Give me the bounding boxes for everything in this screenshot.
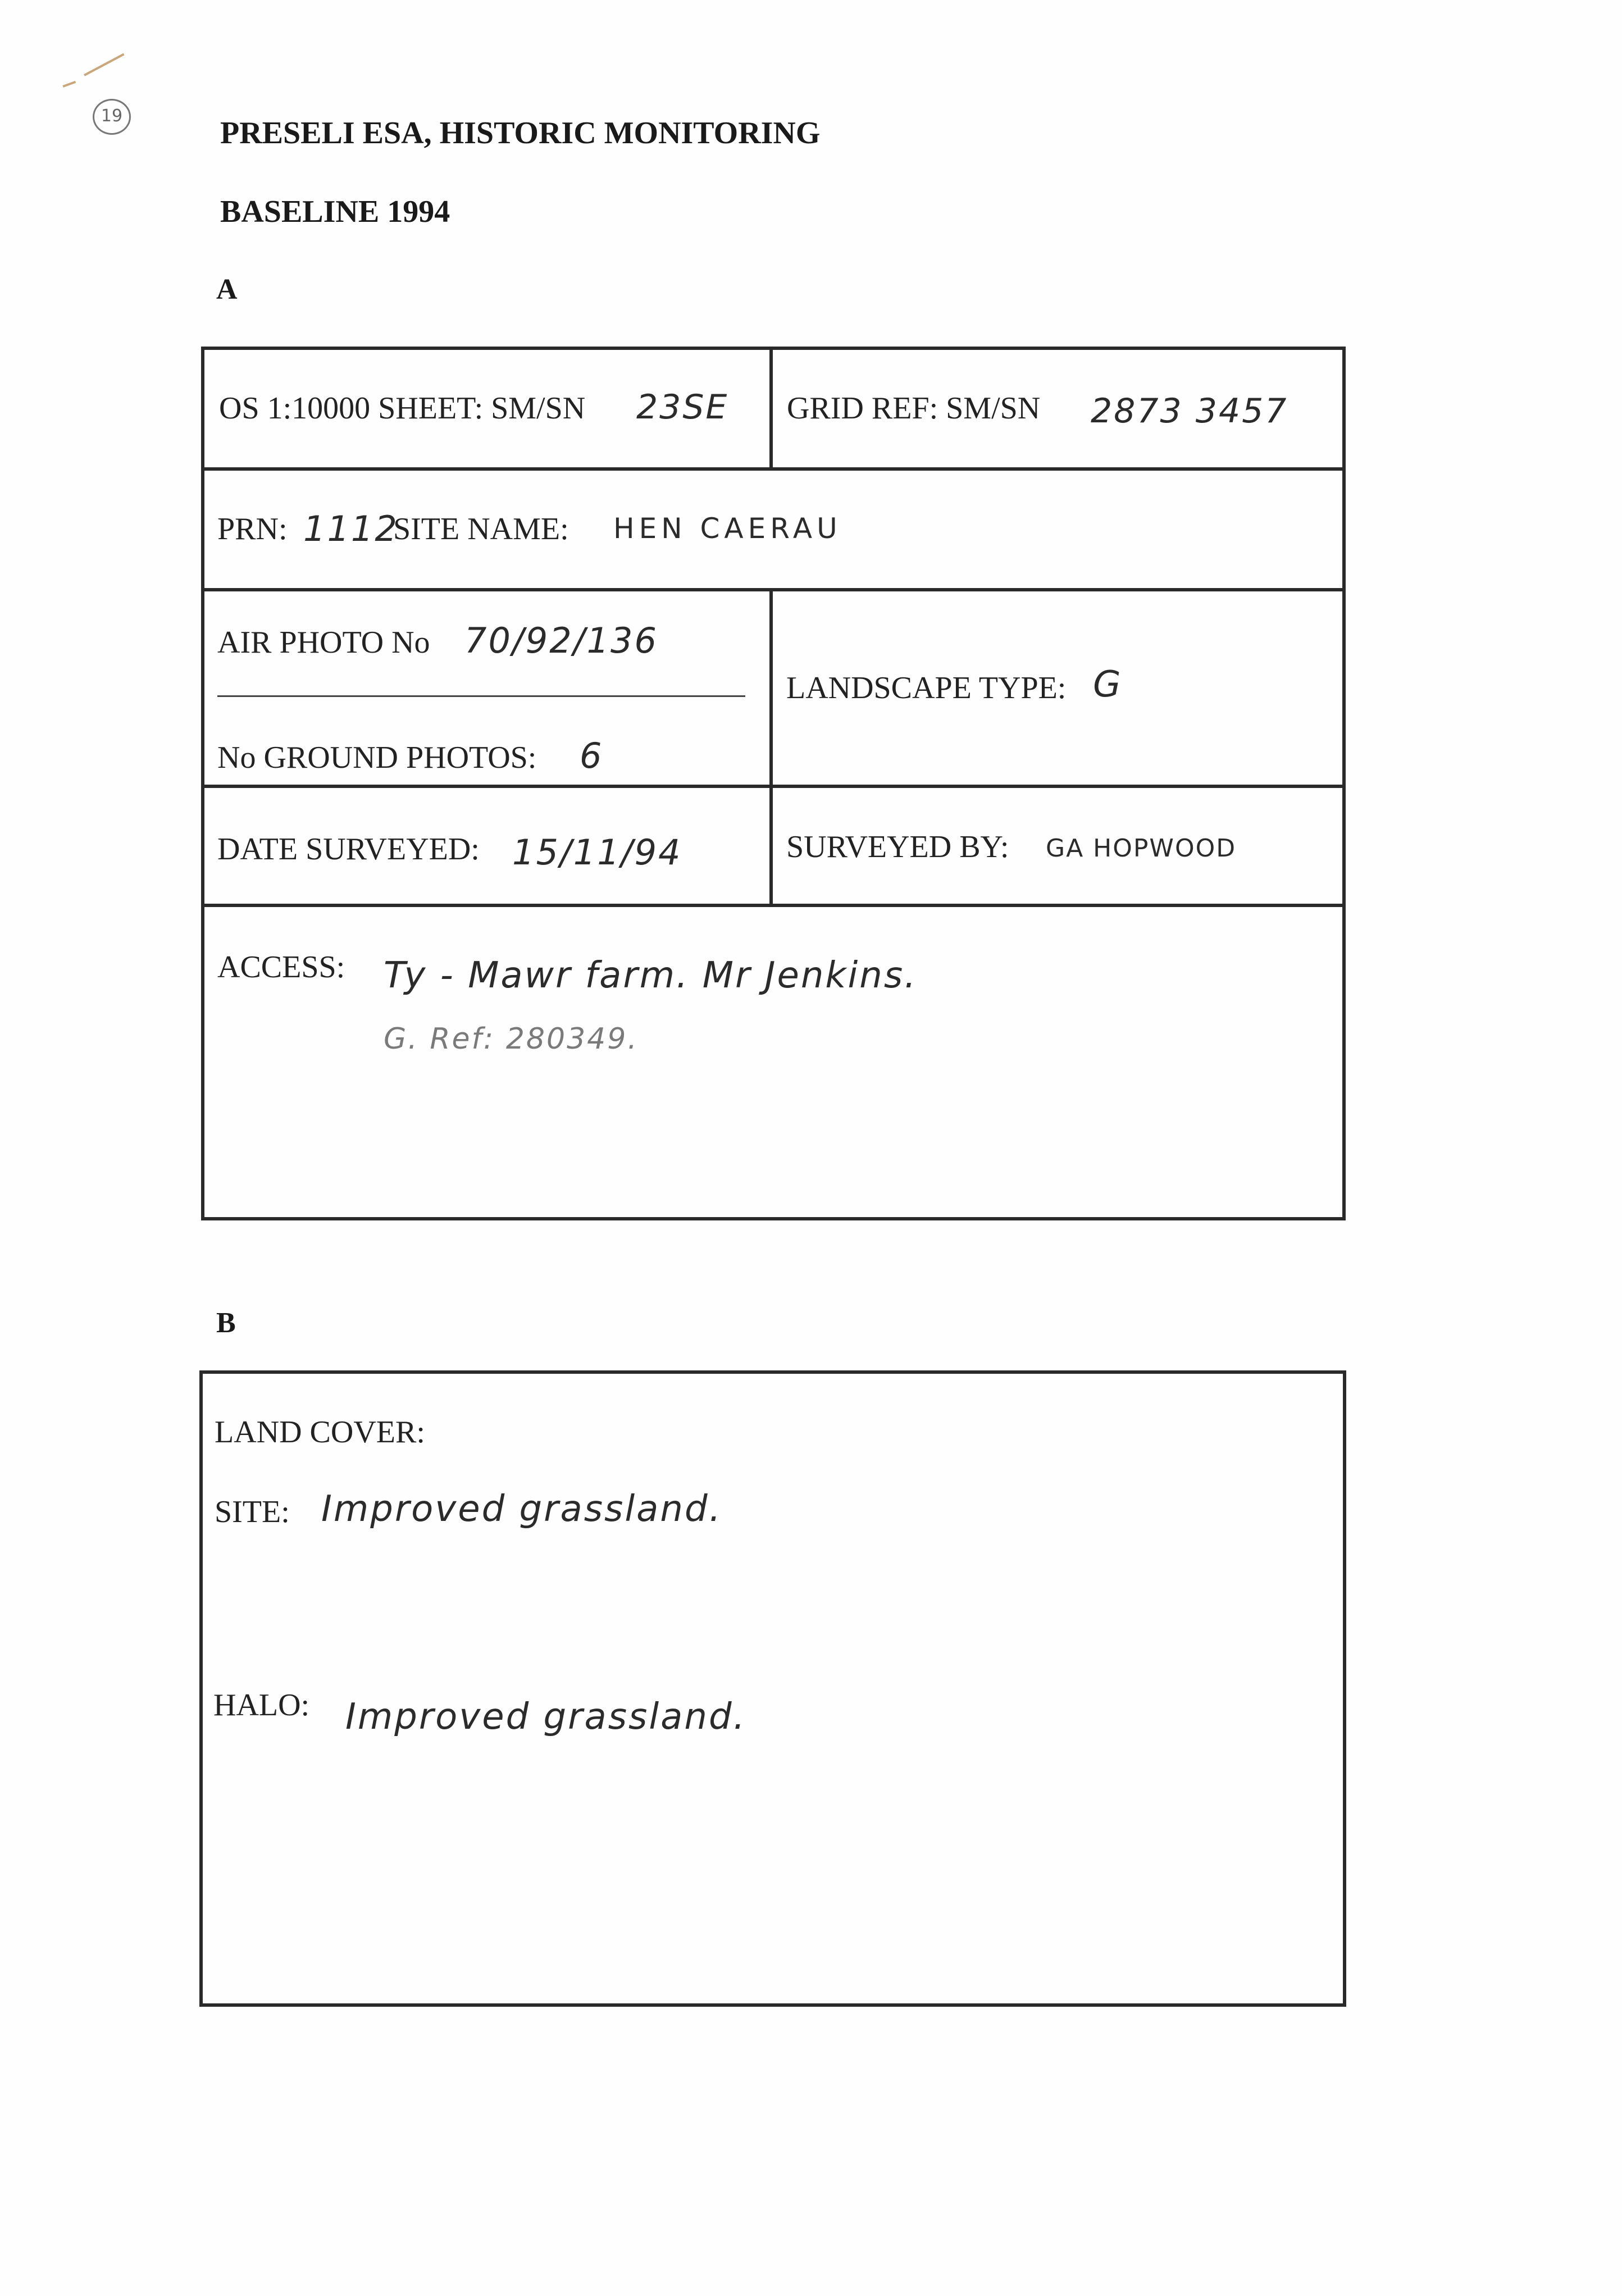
grid-ref-label: GRID REF: SM/SN [787,391,1041,426]
page-title: PRESELI ESA, HISTORIC MONITORING [220,116,821,151]
pencil-mark [62,81,76,88]
halo-value: Improved grassland. [345,1696,746,1738]
site-label: SITE: [215,1495,290,1529]
row-divider [201,467,1346,471]
air-photo-label: AIR PHOTO No [217,625,430,660]
surveyed-by-label: SURVEYED BY: [786,830,1009,864]
page-subtitle: BASELINE 1994 [220,194,450,229]
pencil-mark [84,53,125,76]
surveyed-by-value: GA HOPWOOD [1046,834,1237,863]
section-a-form [201,347,1346,1220]
site-name-label: SITE NAME: [393,512,569,546]
air-photo-rule [217,695,745,697]
landscape-type-label: LANDSCAPE TYPE: [786,671,1067,705]
prn-value: 1112 [303,508,399,549]
row-divider [201,904,1346,907]
site-value: Improved grassland. [321,1488,722,1530]
section-a-letter: A [216,274,238,306]
site-name-value: HEN CAERAU [613,512,842,545]
access-line-1: Ty - Mawr farm. Mr Jenkins. [384,955,918,996]
ground-photos-value: 6 [580,735,604,776]
page-number: 19 [93,99,131,135]
land-cover-label: LAND COVER: [215,1415,425,1450]
section-b-form [199,1370,1346,2007]
access-label: ACCESS: [217,950,345,985]
row-divider [201,588,1346,591]
ground-photos-label: No GROUND PHOTOS: [217,740,537,775]
column-divider [769,347,773,469]
access-line-2: G. Ref: 280349. [384,1022,639,1056]
os-sheet-value: 23SE [636,388,729,427]
prn-label: PRN: [217,512,288,546]
date-surveyed-value: 15/11/94 [512,832,682,873]
grid-ref-value: 2873 3457 [1091,391,1288,431]
date-surveyed-label: DATE SURVEYED: [217,832,480,867]
row-divider [201,785,1346,788]
column-divider [769,588,773,905]
section-b-letter: B [216,1307,236,1339]
os-sheet-label: OS 1:10000 SHEET: SM/SN [219,391,586,426]
landscape-type-value: G [1093,664,1123,705]
halo-label: HALO: [213,1688,310,1723]
air-photo-value: 70/92/136 [464,620,658,661]
